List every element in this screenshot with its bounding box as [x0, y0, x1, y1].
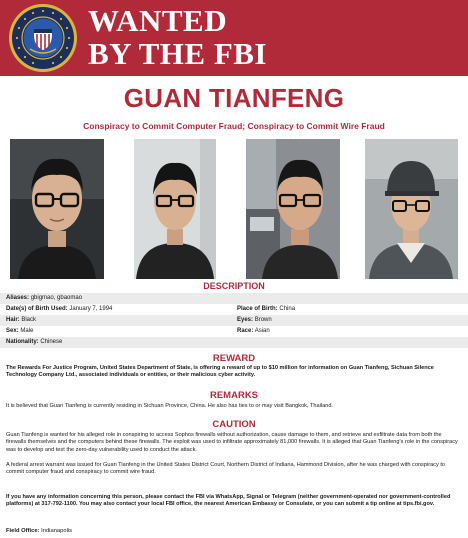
subject-photo-4	[365, 139, 458, 279]
banner-title	[88, 4, 267, 70]
fbi-seal-icon	[8, 3, 78, 73]
hair-label: Hair:	[6, 317, 20, 323]
banner-title-line1: WANTED	[88, 3, 228, 38]
race-value: Asian	[254, 328, 270, 334]
contact-text: If you have any information concerning this person, please contact the FBI via WhatsApp, Signal or Telegram (neither government-operated nor government-controlled platforms) at 317-792-1100. You may also contact your local FBI office, the nearest American Embassy or Consulate, or you can submit a tip online at tips.fbi.gov.	[6, 494, 451, 508]
row-aliases	[0, 293, 468, 304]
caution-text-2: A federal arrest warrant was issued for Guan Tianfeng in the United States District Court, Northern District of Indiana, Hammond Division, after he was charged with conspiracy to commit computer fraud and conspiracy to commit wire fraud.	[6, 462, 445, 476]
sex-label: Sex:	[6, 328, 19, 334]
row-sex-race	[0, 326, 468, 337]
description-heading: DESCRIPTION	[203, 281, 265, 291]
hair-value: Black	[21, 317, 37, 323]
eyes-label: Eyes:	[237, 317, 254, 323]
dob-value: January 7, 1994	[69, 306, 113, 312]
remarks-text: It is believed that Guan Tianfeng is currently residing in Sichuan Province, China. He also has ties to or may visit Bangkok, Thailand.	[6, 403, 333, 409]
dob-label: Date(s) of Birth Used:	[6, 306, 68, 312]
subject-photo-1	[10, 139, 104, 279]
pob-label: Place of Birth:	[237, 306, 278, 312]
nationality-label: Nationality:	[6, 339, 39, 345]
reward-heading: REWARD	[212, 353, 256, 364]
field-office-value: Indianapolis	[41, 528, 73, 534]
eyes-value: Brown	[254, 317, 272, 323]
field-office	[6, 527, 72, 535]
reward-text: The Rewards For Justice Program, United States Department of State, is offering a reward of up to $10 million for information on Guan Tianfeng, Sichuan Silence Technology Company Ltd., associated individuals or entities, or their malicious cyber activity.	[6, 365, 434, 379]
pob-value: China	[279, 306, 296, 312]
aliases-value: gbigmao, gbaomao	[30, 295, 83, 301]
sex-value: Male	[20, 328, 34, 334]
banner-title-line2: BY THE FBI	[88, 36, 267, 71]
race-label: Race:	[237, 328, 254, 334]
row-nationality	[0, 337, 468, 348]
subject-photo-2	[134, 139, 216, 279]
aliases-label: Aliases:	[6, 295, 30, 301]
nationality-value: Chinese	[40, 339, 63, 345]
caution-text-1: Guan Tianfeng is wanted for his alleged role in conspiring to access Sophos firewalls without authorization, cause damage to them, and retrieve and exfiltrate data from both the firewalls themselves and the computers behind these firewalls. The exploit was used to infiltrate approximately 81,000 firewalls. It is alleged that Guan Tianfeng's role in the conspiracy was to develop and test the zero-day vulnerability used to conduct the attack.	[6, 432, 458, 453]
row-dob	[0, 304, 468, 315]
remarks-heading: REMARKS	[209, 390, 259, 401]
subject-charges: Conspiracy to Commit Computer Fraud; Conspiracy to Commit Wire Fraud	[83, 121, 385, 131]
caution-heading: CAUTION	[212, 419, 256, 430]
wanted-banner	[0, 0, 468, 76]
row-hair-eyes	[0, 315, 468, 326]
subject-photo-3	[246, 139, 340, 279]
field-office-label: Field Office:	[6, 528, 40, 534]
subject-name: GUAN TIANFENG	[123, 83, 345, 113]
